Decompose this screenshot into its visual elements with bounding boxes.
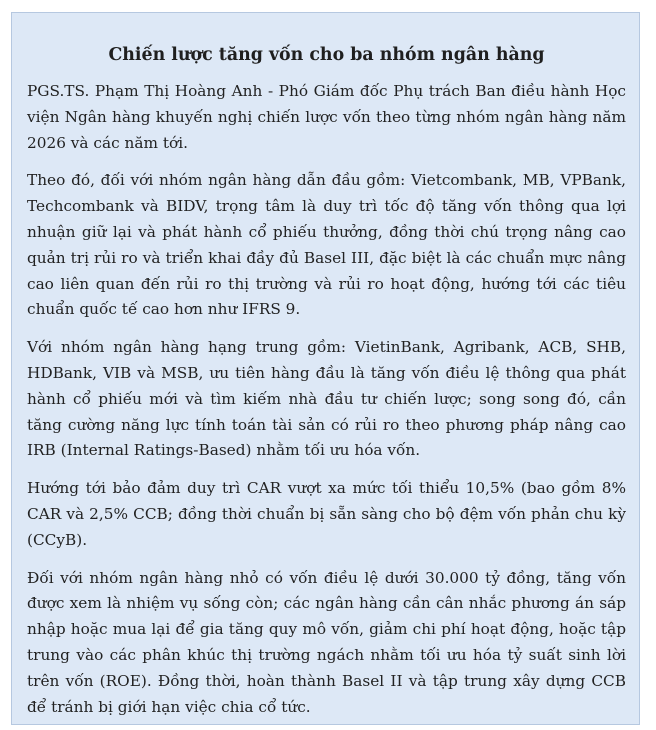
paragraph-mid-tier-banks: Với nhóm ngân hàng hạng trung gồm: VietinBank, Agribank, ACB, SHB, HDBank, VIB và MSB, ưu tiên hàng đầu là tăng vốn điều lệ thông qua phát hành cổ phiếu mới và tìm kiếm nhà đầu tư chiến lược; song song đó, cần tăng cường năng lực tính toán tài sản có rủi ro theo phương pháp nâng cao IRB (Internal Ratings-Based) nhằm tối ưu hóa vốn. (27, 338, 626, 460)
paragraph-leading-banks: Theo đó, đối với nhóm ngân hàng dẫn đầu gồm: Vietcombank, MB, VPBank, Techcombank và BIDV, trọng tâm là duy trì tốc độ tăng vốn thông qua lợi nhuận giữ lại và phát hành cổ phiếu thưởng, đồng thời chú trọng nâng cao quản trị rủi ro và triển khai đầy đủ Basel III, đặc biệt là các chuẩn mực nâng cao liên quan đến rủi ro thị trường và rủi ro hoạt động, hướng tới các tiêu chuẩn quốc tế cao hơn như IFRS 9. (27, 171, 626, 319)
article-box (11, 12, 640, 725)
paragraph-intro: PGS.TS. Phạm Thị Hoàng Anh - Phó Giám đốc Phụ trách Ban điều hành Học viện Ngân hàng khuyến nghị chiến lược vốn theo từng nhóm ngân hàng năm 2026 và các năm tới. (27, 82, 626, 152)
article-title: Chiến lược tăng vốn cho ba nhóm ngân hàng (108, 45, 545, 65)
paragraph-car-target: Hướng tới bảo đảm duy trì CAR vượt xa mức tối thiểu 10,5% (bao gồm 8% CAR và 2,5% CCB; đồng thời chuẩn bị sẵn sàng cho bộ đệm vốn phản chu kỳ (CCyB). (27, 479, 626, 549)
paragraph-small-banks: Đối với nhóm ngân hàng nhỏ có vốn điều lệ dưới 30.000 tỷ đồng, tăng vốn được xem là nhiệm vụ sống còn; các ngân hàng cần cân nhắc phương án sáp nhập hoặc mua lại để gia tăng quy mô vốn, giảm chi phí hoạt động, hoặc tập trung vào các phân khúc thị trường ngách nhằm tối ưu hóa tỷ suất sinh lời trên vốn (ROE). Đồng thời, hoàn thành Basel II và tập trung xây dựng CCB để tránh bị giới hạn việc chia cổ tức. (27, 568, 626, 716)
